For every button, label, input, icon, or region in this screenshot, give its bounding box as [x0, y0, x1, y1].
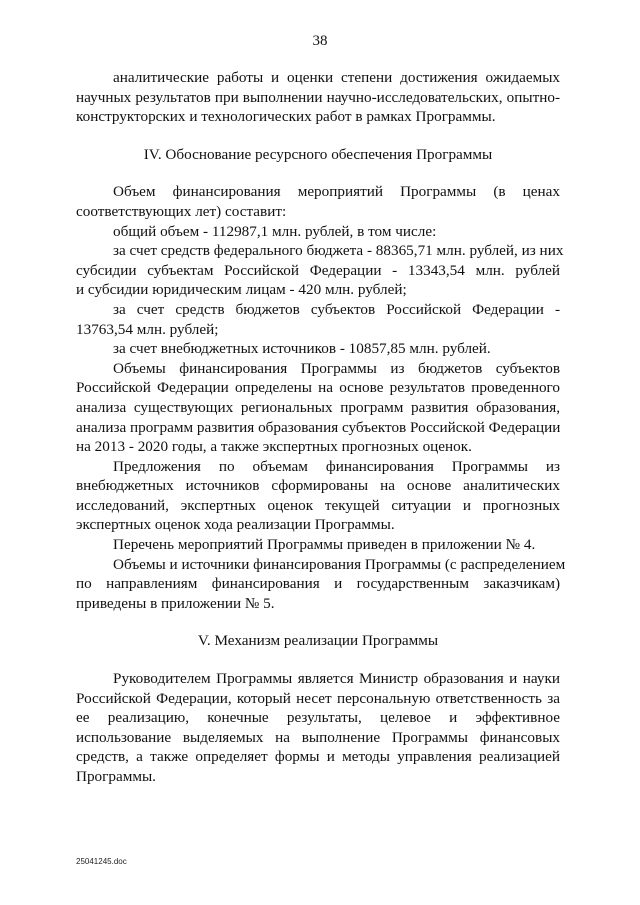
- text-line: Программы.: [76, 768, 156, 785]
- text-line: субсидии субъектам Российской Федерации - 13343,54 млн. рублей: [76, 261, 560, 279]
- text-line: Предложения по объемам финансирования Программы из: [113, 457, 560, 475]
- proposals-paragraph: [76, 457, 560, 535]
- text-line: конструкторских и технологических работ в рамках Программы.: [76, 108, 496, 126]
- text-line: за счет средств бюджетов субъектов Российской Федерации -: [113, 300, 560, 318]
- text-line: Объемы финансирования Программы из бюджетов субъектов: [113, 359, 560, 377]
- section-4-heading: IV. Обоснование ресурсного обеспечения Программы: [143, 145, 493, 163]
- text-line: анализа существующих региональных программ развития образования,: [76, 398, 560, 416]
- text-line: Перечень мероприятий Программы приведен в приложении № 4.: [113, 536, 536, 554]
- text-line: на 2013 - 2020 годы, а также экспертных прогнозных оценок.: [76, 438, 472, 456]
- text-line: за счет средств федерального бюджета - 88365,71 млн. рублей, из них: [113, 242, 564, 260]
- text-line: средств, а также определяет формы и методы управления реализацией: [76, 748, 560, 766]
- text-line: исследований, экспертных оценок текущей ситуации и прогнозных: [76, 496, 560, 514]
- text-line: по направлениям финансирования и государственным заказчикам): [76, 575, 560, 593]
- federal-budget-paragraph: [76, 241, 564, 300]
- activities-list-reference: [76, 535, 560, 555]
- text-line: Российской Федерации определены на основе результатов проведенного: [76, 379, 560, 397]
- program-management-paragraph: [76, 669, 560, 787]
- text-line: научных результатов при выполнении научно-исследовательских, опытно-: [76, 88, 560, 106]
- text-line: соответствующих лет) составит:: [76, 202, 287, 220]
- text-line: внебюджетных источников сформированы на основе аналитических: [76, 477, 560, 495]
- text-line: использование выделяемых на выполнение Программы финансовых: [76, 728, 560, 746]
- text-line: экспертных оценок хода реализации Программы.: [76, 516, 395, 534]
- text-line: ее реализацию, конечные результаты, целевое и эффективное: [76, 709, 560, 727]
- total-volume-line: [76, 222, 560, 242]
- text-line: приведены в приложении № 5.: [76, 594, 275, 612]
- page-number: 38: [312, 33, 328, 49]
- text-line: аналитические работы и оценки степени достижения ожидаемых: [113, 69, 560, 86]
- page-content: [76, 68, 566, 787]
- intro-paragraph: [76, 68, 560, 127]
- text-line: за счет внебюджетных источников - 10857,85 млн. рублей.: [113, 340, 491, 358]
- section-5-heading: V. Механизм реализации Программы: [197, 632, 439, 650]
- sources-paragraph: [76, 555, 566, 614]
- text-line: 13763,54 млн. рублей;: [76, 320, 219, 338]
- document-footer-filename: 25041245.doc: [76, 857, 127, 866]
- text-line: Объемы и источники финансирования Программы (с распределением: [113, 555, 566, 573]
- text-line: Российской Федерации, который несет персональную ответственность за: [76, 689, 560, 707]
- regions-funding-paragraph: [76, 359, 560, 457]
- text-line: Руководителем Программы является Министр образования и науки: [113, 670, 560, 688]
- text-line: анализа программ развития образования субъектов Российской Федерации: [76, 418, 561, 436]
- text-line: и субсидии юридическим лицам - 420 млн. рублей;: [76, 281, 407, 299]
- text-line: Объем финансирования мероприятий Программы (в ценах: [113, 183, 560, 201]
- text-line: общий объем - 112987,1 млн. рублей, в том числе:: [113, 222, 437, 240]
- funding-paragraph: [76, 182, 560, 221]
- extrabudget-line: [76, 339, 560, 359]
- regional-budget-paragraph: [76, 300, 560, 339]
